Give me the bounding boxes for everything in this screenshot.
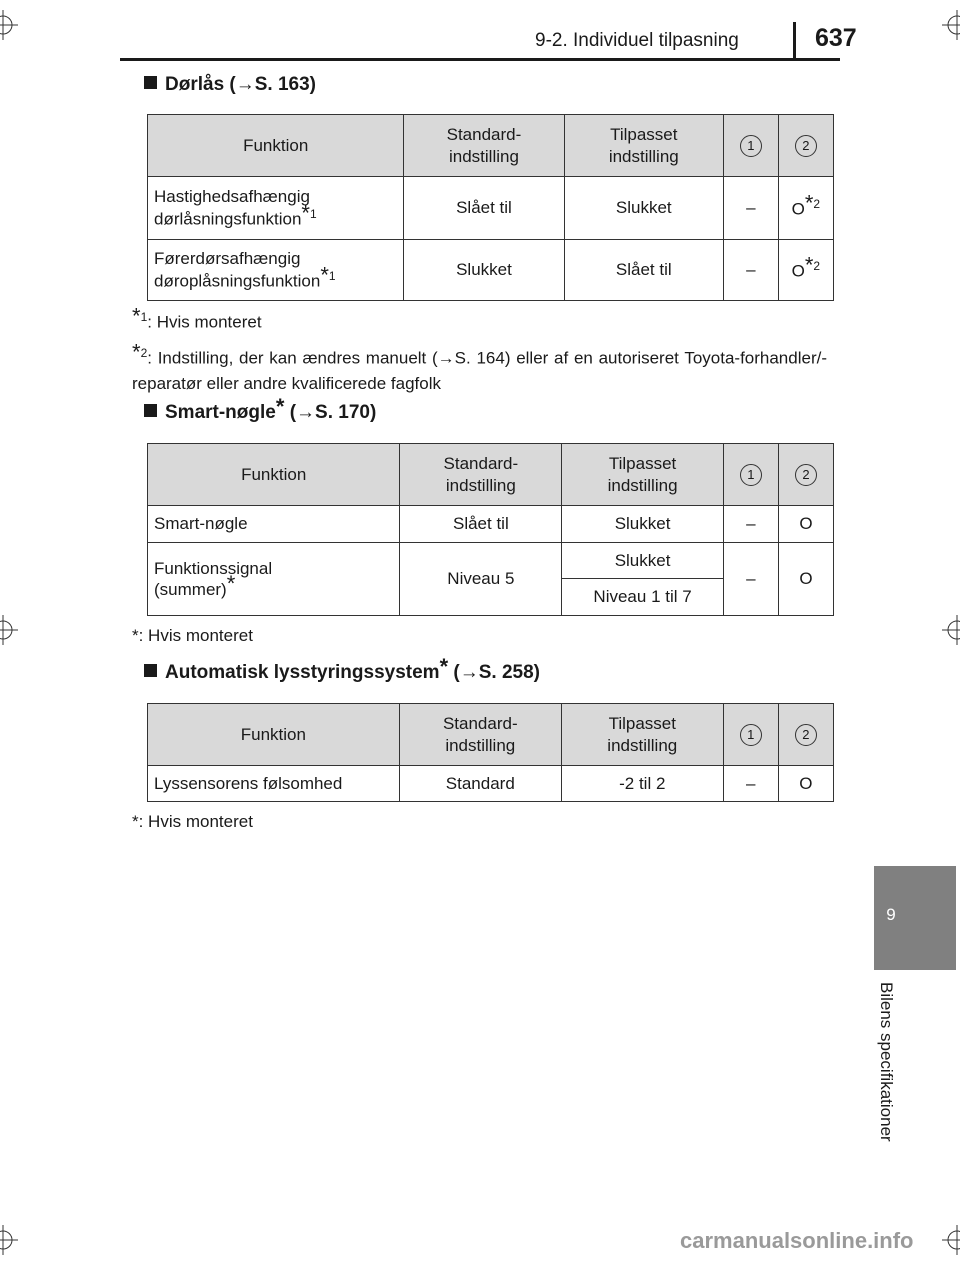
col-header-1 — [723, 704, 778, 766]
footnote: *: Hvis monteret — [132, 812, 253, 831]
table-header-row — [148, 444, 834, 506]
custom-cell: -2 til 2 — [561, 766, 723, 802]
table-header-row — [148, 115, 834, 177]
col-header-1 — [724, 115, 779, 177]
square-bullet-icon — [144, 76, 157, 89]
col2-cell: O — [778, 766, 833, 802]
section-title: 9-2. Individuel tilpasning — [535, 30, 739, 51]
col-header-1 — [723, 444, 778, 506]
registration-mark-icon — [0, 615, 18, 645]
custom-cell: Slukket — [562, 506, 724, 543]
col-header-tilpasset: Tilpasset indstilling — [561, 704, 723, 766]
custom-cell: Slået til — [564, 240, 724, 301]
circled-number-icon: 1 — [740, 464, 762, 486]
table-header-row — [148, 704, 834, 766]
function-cell: Hastighedsafhængig dørlåsningsfunktion*$^1$ — [148, 177, 404, 240]
circled-number-icon: 2 — [795, 135, 817, 157]
col-header-standard: Standard- indstilling — [400, 444, 562, 506]
col-header-2 — [778, 704, 833, 766]
custom-cell: Slukket — [564, 177, 724, 240]
table-row — [148, 543, 834, 579]
registration-mark-icon — [942, 10, 960, 40]
col1-cell: – — [724, 240, 779, 301]
chapter-number: 9 — [886, 905, 896, 924]
col2-cell: O — [778, 506, 833, 543]
col-header-tilpasset: Tilpasset indstilling — [562, 444, 724, 506]
col2-cell: O — [778, 543, 833, 616]
section-heading: Smart-nøgle* (→S. 170) — [144, 402, 376, 424]
col-header-funktion: Funktion — [148, 444, 400, 506]
header-rule — [120, 58, 840, 61]
function-cell: Lyssensorens følsomhed — [148, 766, 400, 802]
col-header-tilpasset: Tilpasset indstilling — [564, 115, 724, 177]
section-heading: Automatisk lysstyringssystem* (→S. 258) — [144, 662, 540, 684]
col1-cell: – — [723, 506, 778, 543]
table-row — [148, 177, 834, 240]
registration-mark-icon — [942, 1225, 960, 1255]
circled-number-icon: 1 — [740, 724, 762, 746]
table-row — [148, 766, 834, 802]
col2-cell: O*$^2$ — [778, 240, 833, 301]
function-cell: Funktionssignal (summer)* — [148, 543, 400, 616]
chapter-label: Bilens specifikationer — [877, 982, 896, 1142]
watermark: carmanualsonline.info — [680, 1228, 914, 1253]
header-divider — [793, 22, 796, 61]
col1-cell: – — [723, 766, 778, 802]
col1-cell: – — [723, 543, 778, 616]
circled-number-icon: 1 — [740, 135, 762, 157]
circled-number-icon: 2 — [795, 464, 817, 486]
col-header-standard: Standard- indstilling — [399, 704, 561, 766]
settings-table — [147, 114, 834, 301]
col-header-standard: Standard- indstilling — [404, 115, 564, 177]
function-cell: Smart-nøgle — [148, 506, 400, 543]
col-header-2 — [778, 444, 833, 506]
settings-table — [147, 703, 834, 802]
standard-cell: Slået til — [404, 177, 564, 240]
col-header-funktion: Funktion — [148, 115, 404, 177]
footnote: *: Hvis monteret — [132, 626, 253, 645]
footnote: *$^2$: Indstilling, der kan ændres manuelt (→S. 164) eller af en autoriseret Toyota-forhandler/-reparatør eller andre kvalificerede fagfolk — [132, 339, 827, 393]
section-heading: Dørlås (→S. 163) — [144, 74, 316, 96]
function-cell: Førerdørsafhængig døroplåsningsfunktion*$^1$ — [148, 240, 404, 301]
registration-mark-icon — [0, 1225, 18, 1255]
square-bullet-icon — [144, 404, 157, 417]
col1-cell: – — [724, 177, 779, 240]
page-number: 637 — [815, 24, 857, 52]
table-row — [148, 240, 834, 301]
circled-number-icon: 2 — [795, 724, 817, 746]
registration-mark-icon — [0, 10, 18, 40]
footnote: *$^1$: Hvis monteret — [132, 303, 262, 332]
col-header-funktion: Funktion — [148, 704, 400, 766]
square-bullet-icon — [144, 664, 157, 677]
custom-cell: Niveau 1 til 7 — [562, 579, 724, 616]
registration-mark-icon — [942, 615, 960, 645]
col2-cell: O*$^2$ — [778, 177, 833, 240]
custom-cell: Slukket — [562, 543, 724, 579]
table-row — [148, 506, 834, 543]
standard-cell: Niveau 5 — [400, 543, 562, 616]
col-header-2 — [778, 115, 833, 177]
standard-cell: Slukket — [404, 240, 564, 301]
standard-cell: Slået til — [400, 506, 562, 543]
settings-table — [147, 443, 834, 616]
standard-cell: Standard — [399, 766, 561, 802]
